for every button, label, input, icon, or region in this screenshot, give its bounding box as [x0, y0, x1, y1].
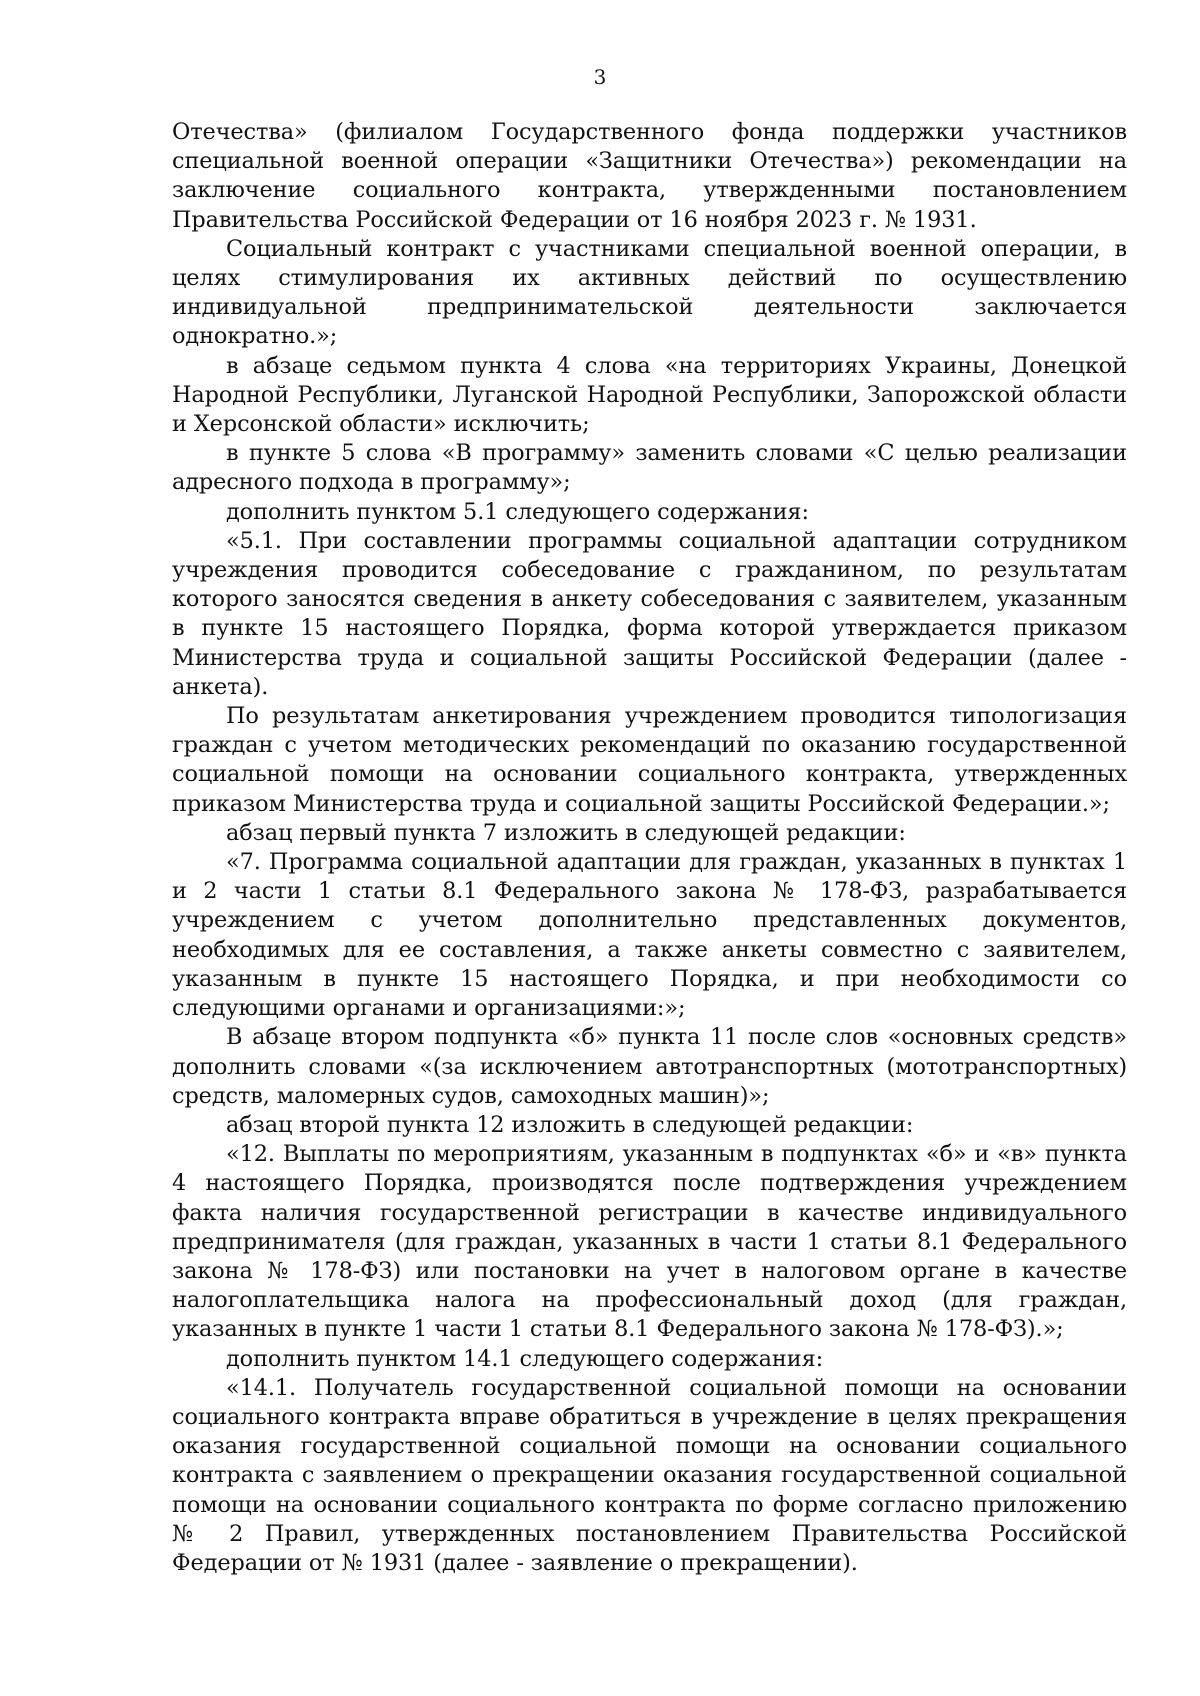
paragraph-9: «7. Программа социальной адаптации для граждан, указанных в пунктах 1 и 2 части 1 статьи 8.1 Федерального закона № 178-ФЗ, разрабатывается учреждением с учетом дополнительно представленных документов, необходимых для ее составления, а также анкеты совместно с заявителем, указанным в пункте 15 настоящего Порядка, и при необходимости со следующими органами и организациями:»; [172, 849, 1127, 1022]
paragraph-11: абзац второй пункта 12 изложить в следующей редакции: [226, 1111, 914, 1138]
document-body [172, 118, 1127, 1578]
paragraph-7: По результатам анкетирования учреждением проводится типологизация граждан с учетом методических рекомендаций по оказанию государственной социальной помощи на основании социального контракта, утвержденных приказом Министерства труда и социальной защиты Российской Федерации.»; [172, 703, 1127, 817]
paragraph-8: абзац первый пункта 7 изложить в следующей редакции: [226, 819, 906, 846]
paragraph-13: дополнить пунктом 14.1 следующего содержания: [226, 1345, 824, 1372]
paragraph-6: «5.1. При составлении программы социальной адаптации сотрудником учреждения проводится собеседование с гражданином, по результатам которого заносятся сведения в анкету собеседования с заявителем, указанным в пункте 15 настоящего Порядка, форма которой утверждается приказом Министерства труда и социальной защиты Российской Федерации (далее - анкета). [172, 527, 1127, 700]
paragraph-10: В абзаце втором подпункта «б» пункта 11 после слов «основных средств» дополнить словами «(за исключением автотранспортных (мототранспортных) средств, маломерных судов, самоходных машин)»; [172, 1024, 1127, 1109]
paragraph-4: в пункте 5 слова «В программу» заменить словами «С целью реализации адресного подхода в программу»; [172, 440, 1127, 496]
paragraph-12: «12. Выплаты по мероприятиям, указанным в подпунктах «б» и «в» пункта 4 настоящего Порядка, производятся после подтверждения учреждением факта наличия государственной регистрации в качестве индивидуального предпринимателя (для граждан, указанных в части 1 статьи 8.1 Федерального закона № 178-ФЗ) или постановки на учет в налоговом органе в качестве налогоплательщика налога на профессиональный доход (для граждан, указанных в пункте 1 части 1 статьи 8.1 Федерального закона № 178-ФЗ).»; [172, 1141, 1127, 1343]
paragraph-2: Социальный контракт с участниками специальной военной операции, в целях стимулирования их активных действий по осуществлению индивидуальной предпринимательской деятельности заключается однократно.»; [172, 235, 1127, 350]
paragraph-5: дополнить пунктом 5.1 следующего содержания: [226, 498, 809, 525]
paragraph-3: в абзаце седьмом пункта 4 слова «на территориях Украины, Донецкой Народной Республики, Луганской Народной Республики, Запорожской области и Херсонской области» исключить; [172, 352, 1127, 438]
paragraph-1: Отечества» (филиалом Государственного фонда поддержки участников специальной военной операции «Защитники Отечества») рекомендации на заключение социального контракта, утвержденными постановлением Правительства Российской Федерации от 16 ноября 2023 г. № 1931. [172, 119, 1127, 233]
page-number: 3 [593, 65, 607, 89]
paragraph-14: «14.1. Получатель государственной социальной помощи на основании социального контракта вправе обратиться в учреждение в целях прекращения оказания государственной социальной помощи на основании социального контракта с заявлением о прекращении оказания государственной социальной помощи на основании социального контракта по форме согласно приложению № 2 Правил, утвержденных постановлением Правительства Российской Федерации от № 1931 (далее - заявление о прекращении). [172, 1374, 1127, 1576]
